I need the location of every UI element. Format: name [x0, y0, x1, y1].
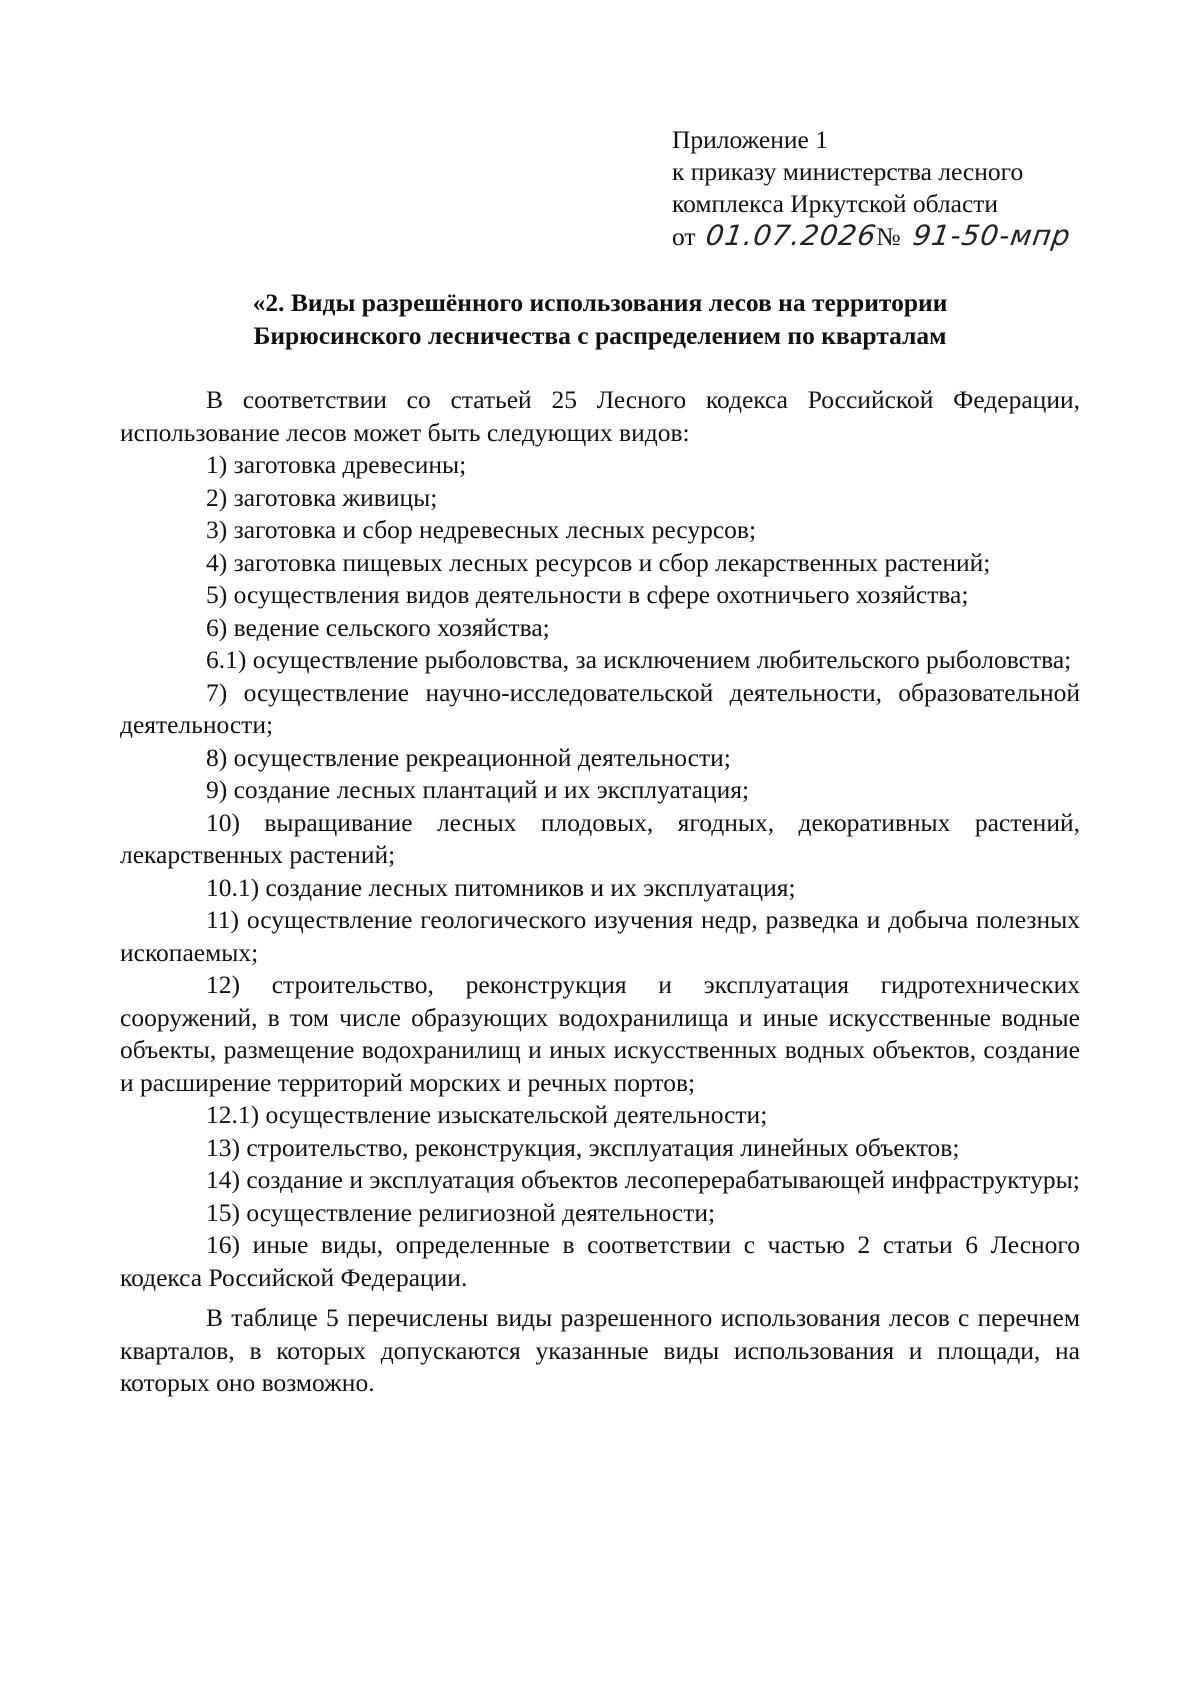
appendix-title: Приложение 1 [672, 125, 828, 154]
list-item: 6.1) осуществление рыболовства, за исключением любительского рыболовства; [206, 645, 1072, 674]
section-title-line-1: «2. Виды разрешённого использования лесов на территории [252, 288, 948, 317]
list-item: 16) иные виды, определенные в соответствии с частью 2 статьи 6 Лесного кодекса Российской Федерации. [120, 1230, 1080, 1292]
list-item: 10.1) создание лесных питомников и их эксплуатация; [206, 872, 796, 902]
appendix-header [672, 124, 1074, 253]
list-item: 2) заготовка живицы; [206, 482, 438, 512]
list-item: 12.1) осуществление изыскательской деятельности; [206, 1100, 768, 1129]
date-prefix: от [672, 222, 696, 251]
closing-paragraph: В таблице 5 перечислены виды разрешенного использования лесов с перечнем кварталов, в которых допускаются указанные виды использования и площади, на которых оно возможно. [120, 1303, 1080, 1397]
list-item: 15) осуществление религиозной деятельности; [206, 1197, 716, 1227]
document-body [120, 384, 1080, 1400]
number-prefix: № [876, 222, 901, 251]
appendix-ministry: комплекса Иркутской области [672, 189, 999, 218]
section-title-line-2: Бирюсинского лесничества с распределением по кварталам [253, 321, 947, 350]
list-item: 4) заготовка пищевых лесных ресурсов и сбор лекарственных растений; [206, 547, 991, 577]
list-item: 7) осуществление научно-исследовательской деятельности, образовательной деятельности; [120, 677, 1080, 739]
handwritten-number: 91-50-мпр [910, 219, 1074, 252]
list-item: 11) осуществление геологического изучения недр, разведка и добыча полезных ископаемых; [120, 905, 1080, 967]
section-title [120, 286, 1080, 352]
appendix-order-ref: к приказу министерства лесного [672, 157, 1024, 186]
list-item: 9) создание лесных плантаций и их эксплуатация; [206, 775, 750, 804]
list-item: 14) создание и эксплуатация объектов лесоперерабатывающей инфраструктуры; [206, 1165, 1080, 1194]
list-item: 5) осуществления видов деятельности в сфере охотничьего хозяйства; [206, 580, 969, 609]
list-item: 13) строительство, реконструкция, эксплуатация линейных объектов; [206, 1132, 960, 1162]
list-item: 10) выращивание лесных плодовых, ягодных, декоративных растений, лекарственных растений; [120, 807, 1080, 869]
list-item: 8) осуществление рекреационной деятельности; [206, 742, 731, 772]
list-item: 1) заготовка древесины; [206, 450, 467, 479]
list-item: 12) строительство, реконструкция и эксплуатация гидротехнических сооружений, в том числе образующих водохранилища и иные искусственные водные объекты, размещение водохранилищ и иных искусственных водных объектов, создание и расширение территорий морских и речных портов; [120, 970, 1080, 1097]
appendix-date-number [672, 219, 1074, 253]
list-item: 3) заготовка и сбор недревесных лесных ресурсов; [206, 515, 757, 544]
intro-paragraph: В соответствии со статьей 25 Лесного кодекса Российской Федерации, использование лесов может быть следующих видов: [120, 385, 1080, 447]
list-item: 6) ведение сельского хозяйства; [206, 612, 550, 642]
handwritten-date: 01.07.2026 [703, 219, 879, 252]
